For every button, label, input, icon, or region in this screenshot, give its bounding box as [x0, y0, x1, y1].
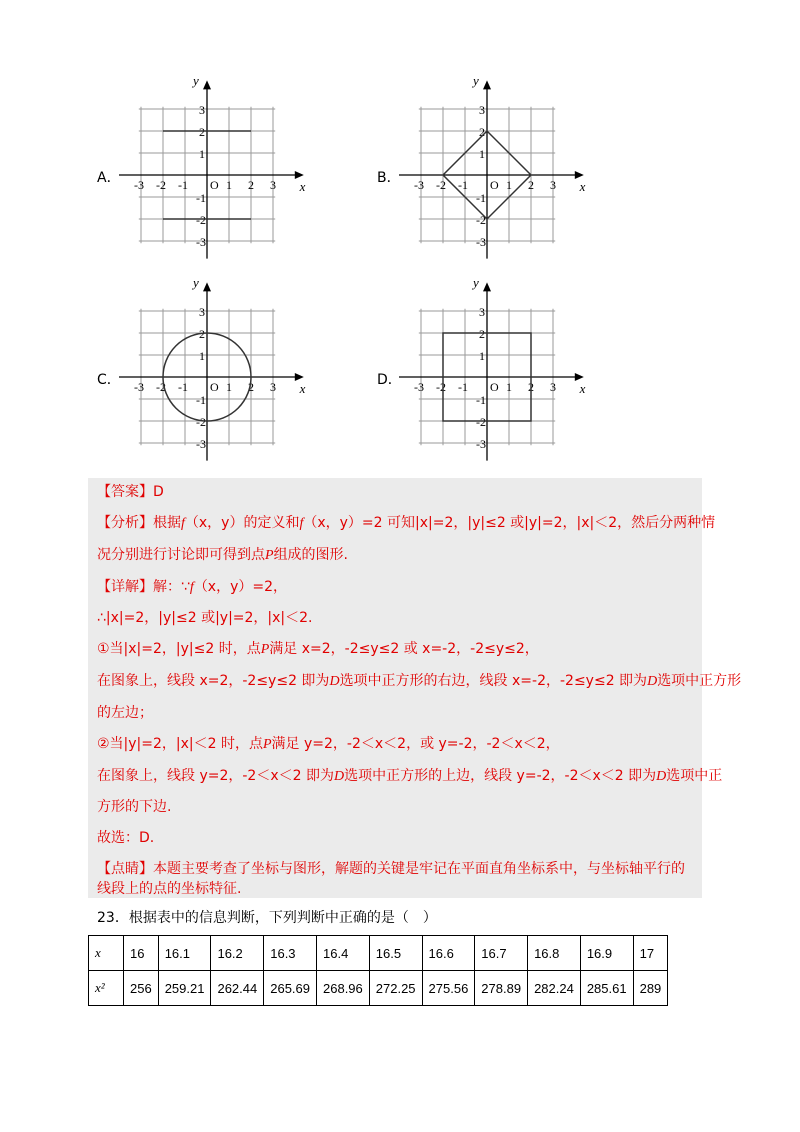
table-cell-x2: 268.96: [317, 971, 370, 1006]
y-tick-label: 3: [199, 305, 205, 319]
y-axis-arrow-icon: [203, 80, 211, 89]
y-tick-label: -1: [476, 191, 486, 205]
x-tick-label: 1: [226, 178, 232, 192]
option-c-label[interactable]: C．: [97, 372, 121, 388]
y-tick-label: -2: [476, 415, 486, 429]
comment-tag: 【点睛】: [97, 861, 153, 877]
y-tick-label: 2: [479, 125, 485, 139]
x-tick-label: 3: [270, 178, 276, 192]
graph-b: [397, 75, 597, 269]
comment-text: 本题主要考查了坐标与图形，解题的关键是牢记在平面直角坐标系中，与坐标轴平行的: [153, 861, 685, 877]
x-axis-label: x: [579, 381, 586, 396]
detail-6b: 满足 y=2，-2＜x＜2，或 y=-2，-2＜x＜2，: [271, 736, 560, 752]
detail-3b: 满足 x=2，-2≤y≤2 或 x=-2，-2≤y≤2，: [269, 641, 539, 657]
x-tick-label: -2: [436, 178, 446, 192]
y-tick-label: 3: [479, 103, 485, 117]
detail-line-5: 的左边；: [97, 705, 153, 721]
y-tick-label: 2: [479, 327, 485, 341]
analysis-p: P: [265, 548, 274, 563]
x-tick-label: -2: [156, 178, 166, 192]
table-row-x: [89, 936, 668, 971]
detail-line-8: 方形的下边.: [97, 799, 172, 815]
answer-tag: 【答案】: [97, 484, 153, 500]
analysis-tag: 【分析】: [97, 515, 153, 531]
detail-4d2: D: [647, 674, 658, 689]
graph-a: [117, 75, 317, 269]
detail-7a: 在图象上，线段 y=2，-2＜x＜2 即为: [97, 768, 334, 784]
analysis-line-2: [97, 545, 697, 566]
detail-4c: 选项中正方形: [657, 673, 742, 689]
origin-label: O: [490, 380, 499, 394]
x-tick-label: 2: [528, 178, 534, 192]
origin-label: O: [490, 178, 499, 192]
detail-4b: 选项中正方形的右边，线段 x=-2，-2≤y≤2 即为: [339, 673, 648, 689]
y-tick-label: -1: [196, 191, 206, 205]
data-table: [88, 935, 668, 1006]
x-tick-label: -1: [178, 178, 188, 192]
y-tick-label: -2: [196, 213, 206, 227]
table-cell-x: 16.2: [211, 936, 264, 971]
graph-c: [117, 277, 317, 471]
y-tick-label: 2: [199, 125, 205, 139]
y-axis-label: y: [193, 75, 199, 88]
analysis-line-1: [97, 513, 716, 534]
x-tick-label: -3: [414, 380, 424, 394]
table-cell-x: 16: [124, 936, 159, 971]
x-tick-label: -1: [178, 380, 188, 394]
table-cell-x: 16.6: [422, 936, 475, 971]
table-header-x: x: [89, 936, 124, 971]
x-axis-arrow-icon: [575, 171, 584, 179]
x-tick-label: 1: [226, 380, 232, 394]
y-tick-label: -3: [476, 235, 486, 249]
x-tick-label: 2: [528, 380, 534, 394]
x-tick-label: -3: [134, 380, 144, 394]
x-axis-label: x: [579, 179, 586, 194]
x-axis-label: x: [299, 179, 306, 194]
y-tick-label: -3: [196, 235, 206, 249]
table-cell-x: 16.8: [528, 936, 581, 971]
detail-line-9: 故选：D.: [97, 830, 155, 846]
table-cell-x2: 289: [633, 971, 668, 1006]
option-b-label[interactable]: B．: [377, 170, 401, 186]
x-tick-label: -3: [134, 178, 144, 192]
detail-text-b: （x，y）=2，: [193, 579, 288, 595]
option-a-label[interactable]: A．: [97, 170, 121, 186]
y-tick-label: 1: [479, 147, 485, 161]
table-cell-x: 16.5: [369, 936, 422, 971]
x-tick-label: 2: [248, 178, 254, 192]
table-cell-x: 17: [633, 936, 668, 971]
detail-line-1: [97, 577, 697, 598]
analysis-text-b: （x，y）的定义和: [184, 515, 300, 531]
detail-line-7: [97, 766, 723, 787]
table-cell-x: 16.9: [580, 936, 633, 971]
y-tick-label: -2: [196, 415, 206, 429]
question-23: 23．根据表中的信息判断，下列判断中正确的是（ ）: [97, 910, 437, 926]
answer-line: [97, 482, 697, 502]
y-tick-label: -2: [476, 213, 486, 227]
x-tick-label: 2: [248, 380, 254, 394]
table-cell-x: 16.3: [264, 936, 317, 971]
detail-f: f: [189, 580, 194, 595]
origin-label: O: [210, 380, 219, 394]
graph-b-svg: [397, 75, 597, 265]
detail-3a: ①当|x|=2，|y|≤2 时，点: [97, 641, 261, 657]
x-tick-label: 1: [506, 380, 512, 394]
x-axis-label: x: [299, 381, 306, 396]
detail-6p: P: [262, 737, 272, 752]
y-tick-label: -1: [476, 393, 486, 407]
detail-7c: 选项中正: [666, 768, 723, 784]
option-d-label[interactable]: D．: [377, 372, 402, 388]
table-row-x2: [89, 971, 668, 1006]
y-tick-label: 3: [479, 305, 485, 319]
detail-line-4: [97, 671, 742, 692]
detail-tag: 【详解】: [97, 579, 153, 595]
detail-text-a: 解：∵: [153, 579, 190, 595]
y-tick-label: -3: [476, 437, 486, 451]
x-tick-label: -3: [414, 178, 424, 192]
x-tick-label: 1: [506, 178, 512, 192]
analysis-text-d: 况分别进行讨论即可得到点: [97, 547, 265, 563]
comment-line-2: 线段上的点的坐标特征.: [97, 881, 242, 897]
table-cell-x2: 272.25: [369, 971, 422, 1006]
analysis-text-c: （x，y）=2 可知|x|=2，|y|≤2 或|y|=2，|x|＜2，然后分两种情: [303, 515, 716, 531]
x-tick-label: -1: [458, 380, 468, 394]
y-axis-label: y: [473, 75, 479, 88]
table-cell-x2: 282.24: [528, 971, 581, 1006]
comment-line-1: [97, 859, 697, 879]
detail-4a: 在图象上，线段 x=2，-2≤y≤2 即为: [97, 673, 330, 689]
graph-d: [397, 277, 597, 471]
graph-c-svg: [117, 277, 317, 467]
origin-label: O: [210, 178, 219, 192]
y-tick-label: 1: [199, 349, 205, 363]
graph-d-svg: [397, 277, 597, 467]
detail-6a: ②当|y|=2，|x|＜2 时，点: [97, 736, 263, 752]
x-tick-label: -2: [436, 380, 446, 394]
detail-line-6: [97, 734, 697, 755]
y-tick-label: 2: [199, 327, 205, 341]
table-cell-x2: 265.69: [264, 971, 317, 1006]
detail-line-2: ∴|x|=2，|y|≤2 或|y|=2，|x|＜2.: [97, 610, 313, 626]
table-cell-x2: 285.61: [580, 971, 633, 1006]
table-cell-x2: 259.21: [158, 971, 211, 1006]
table-header-x2: x²: [89, 971, 124, 1006]
x-tick-label: 3: [270, 380, 276, 394]
y-tick-label: 3: [199, 103, 205, 117]
table-cell-x: 16.1: [158, 936, 211, 971]
detail-7b: 选项中正方形的上边，线段 y=-2，-2＜x＜2 即为: [344, 768, 657, 784]
x-axis-arrow-icon: [295, 373, 304, 381]
analysis-f1: f: [181, 516, 185, 531]
table-cell-x2: 275.56: [422, 971, 475, 1006]
x-tick-label: 3: [550, 178, 556, 192]
x-axis-arrow-icon: [575, 373, 584, 381]
detail-7d2: D: [656, 769, 667, 784]
x-tick-label: -2: [156, 380, 166, 394]
y-axis-arrow-icon: [483, 80, 491, 89]
y-axis-arrow-icon: [483, 282, 491, 291]
y-tick-label: 1: [479, 349, 485, 363]
graph-a-svg: [117, 75, 317, 265]
table-cell-x: 16.7: [475, 936, 528, 971]
detail-4d: D: [329, 674, 340, 689]
y-tick-label: -3: [196, 437, 206, 451]
x-tick-label: 3: [550, 380, 556, 394]
y-tick-label: 1: [199, 147, 205, 161]
detail-line-3: [97, 639, 697, 660]
analysis-text-e: 组成的图形.: [273, 547, 349, 563]
table-cell-x2: 262.44: [211, 971, 264, 1006]
analysis-text-a: 根据: [153, 515, 181, 531]
detail-7d: D: [333, 769, 345, 784]
table-cell-x2: 256: [124, 971, 159, 1006]
answer-value: D: [153, 484, 164, 500]
y-axis-label: y: [193, 277, 199, 290]
table-cell-x: 16.4: [317, 936, 370, 971]
x-axis-arrow-icon: [295, 171, 304, 179]
y-tick-label: -1: [196, 393, 206, 407]
analysis-f2: f: [299, 516, 304, 531]
detail-3p: P: [260, 642, 270, 657]
y-axis-label: y: [473, 277, 479, 290]
x-tick-label: -1: [458, 178, 468, 192]
y-axis-arrow-icon: [203, 282, 211, 291]
table-cell-x2: 278.89: [475, 971, 528, 1006]
